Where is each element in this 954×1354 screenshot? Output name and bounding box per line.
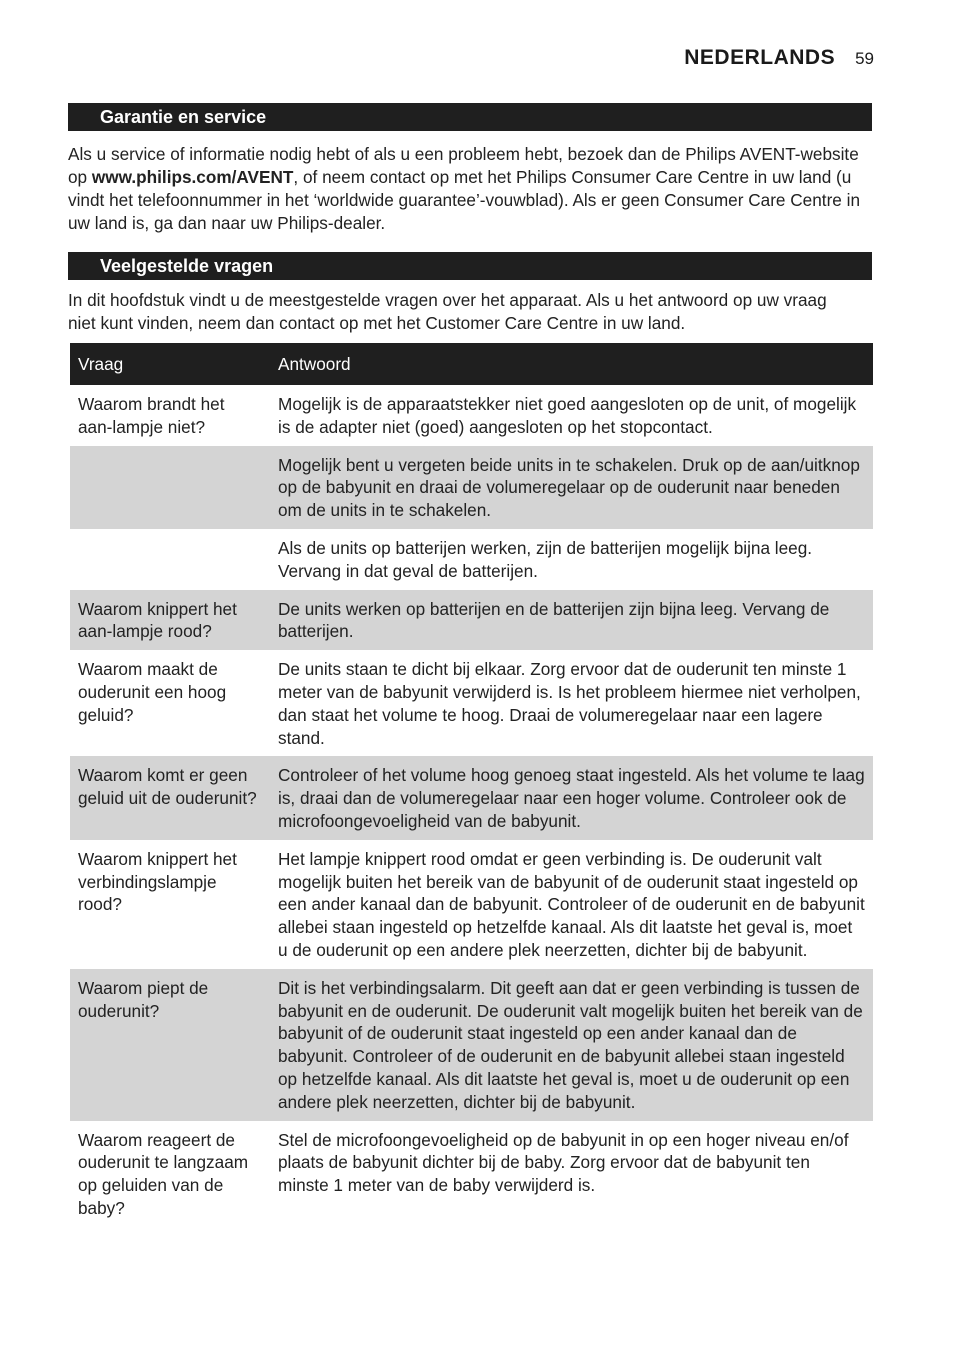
page-header	[684, 46, 874, 70]
answer-cell: De units staan te dicht bij elkaar. Zorg ervoor dat de ouderunit ten minste 1 meter van de babyunit verwijderd is. Is het probleem hiermee niet verholpen, dan staat het volume te hoog. Draai de volumeregelaar naar een lagere stand.	[278, 659, 861, 748]
service-text-after: , of neem contact op met het Philips Consumer Care Centre in uw land (u vindt het telefoonnummer in het ‘worldwide guarantee’-vouwblad). Als er geen Consumer Care Centre in uw land is, ga dan naar uw Philips-dealer.	[68, 167, 861, 233]
faq-table	[70, 343, 873, 1227]
question-cell: Waarom knippert het aan-lampje rood?	[70, 590, 270, 651]
question-cell: Waarom maakt de ouderunit een hoog geluid?	[78, 659, 227, 725]
answer-cell: Stel de microfoongevoeligheid op de babyunit in op een hoger niveau en/of plaats de babyunit dichter bij de baby. Zorg ervoor dat de babyunit ten minste 1 meter van de baby verwijderd is.	[278, 1129, 849, 1196]
question-cell: Waarom brandt het aan-lampje niet?	[78, 394, 225, 437]
service-text-before: Als u service of informatie nodig hebt of als u een probleem hebt, bezoek dan de Philips AVENT-website op	[68, 144, 859, 187]
question-cell: Waarom komt er geen geluid uit de ouderunit?	[70, 756, 270, 839]
faq-intro: In dit hoofdstuk vindt u de meestgestelde vragen over het apparaat. Als u het antwoord op uw vraag niet kunt vinden, neem dan contact op met het Customer Care Centre in uw land.	[68, 290, 827, 333]
question-cell	[70, 446, 270, 529]
answer-cell: De units werken op batterijen en de batterijen zijn bijna leeg. Vervang de batterijen.	[270, 590, 873, 651]
answer-cell: Als de units op batterijen werken, zijn de batterijen mogelijk bijna leeg. Vervang in dat geval de batterijen.	[278, 537, 813, 581]
service-paragraph	[68, 143, 878, 235]
column-header-question: Vraag	[70, 343, 270, 385]
answer-cell: Mogelijk bent u vergeten beide units in te schakelen. Druk op de aan/uitknop op de babyunit en draai de volumeregelaar op de ouderunit naar beneden om de units in te schakelen.	[270, 446, 873, 529]
column-header-answer: Antwoord	[270, 343, 873, 385]
question-cell: Waarom reageert de ouderunit te langzaam op geluiden van de baby?	[78, 1129, 249, 1218]
table-row	[70, 1121, 873, 1227]
question-cell	[70, 529, 270, 590]
table-row	[70, 385, 873, 446]
table-row	[70, 446, 873, 529]
question-cell: Waarom piept de ouderunit?	[70, 969, 270, 1121]
table-row	[70, 756, 873, 839]
answer-cell: Het lampje knippert rood omdat er geen verbinding is. De ouderunit valt mogelijk buiten het bereik van de babyunit of de ouderunit staat ingesteld op een ander kanaal dan de babyunit. Controleer of de ouderunit en de babyunit allebei staan ingesteld op hetzelfde kanaal. Als dit laatste het geval is, moet u de ouderunit op een andere plek neerzetten, dichter bij de babyunit.	[278, 848, 865, 960]
section-title-faq: Veelgestelde vragen	[68, 252, 872, 280]
language-label: NEDERLANDS	[684, 46, 836, 69]
answer-cell: Mogelijk is de apparaatstekker niet goed aangesloten op de unit, of mogelijk is de adapter niet (goed) aangesloten op het stopcontact.	[278, 394, 857, 437]
table-row	[70, 840, 873, 969]
table-row	[70, 650, 873, 756]
question-cell: Waarom knippert het verbindingslampje rood?	[78, 848, 237, 915]
table-row	[70, 969, 873, 1121]
page-number: 59	[855, 49, 874, 68]
section-title-garantie: Garantie en service	[68, 103, 872, 131]
answer-cell: Controleer of het volume hoog genoeg staat ingesteld. Als het volume te laag is, draai dan de volumeregelaar naar een hoger volume. Controleer ook de microfoongevoeligheid van de babyunit.	[270, 756, 873, 839]
table-row	[70, 590, 873, 651]
table-row	[70, 529, 873, 590]
faq-header-row	[70, 343, 873, 385]
answer-cell: Dit is het verbindingsalarm. Dit geeft aan dat er geen verbinding is tussen de babyunit en de ouderunit. De ouderunit valt mogelijk buiten het bereik van de babyunit of de ouderunit staat ingesteld op een ander kanaal dan de babyunit. Controleer of de ouderunit en de babyunit allebei staan ingesteld op hetzelfde kanaal. Als dit laatste het geval is, moet u de ouderunit op een andere plek neerzetten, dichter bij de babyunit.	[270, 969, 873, 1121]
philips-avent-link[interactable]: www.philips.com/AVENT	[91, 167, 294, 187]
